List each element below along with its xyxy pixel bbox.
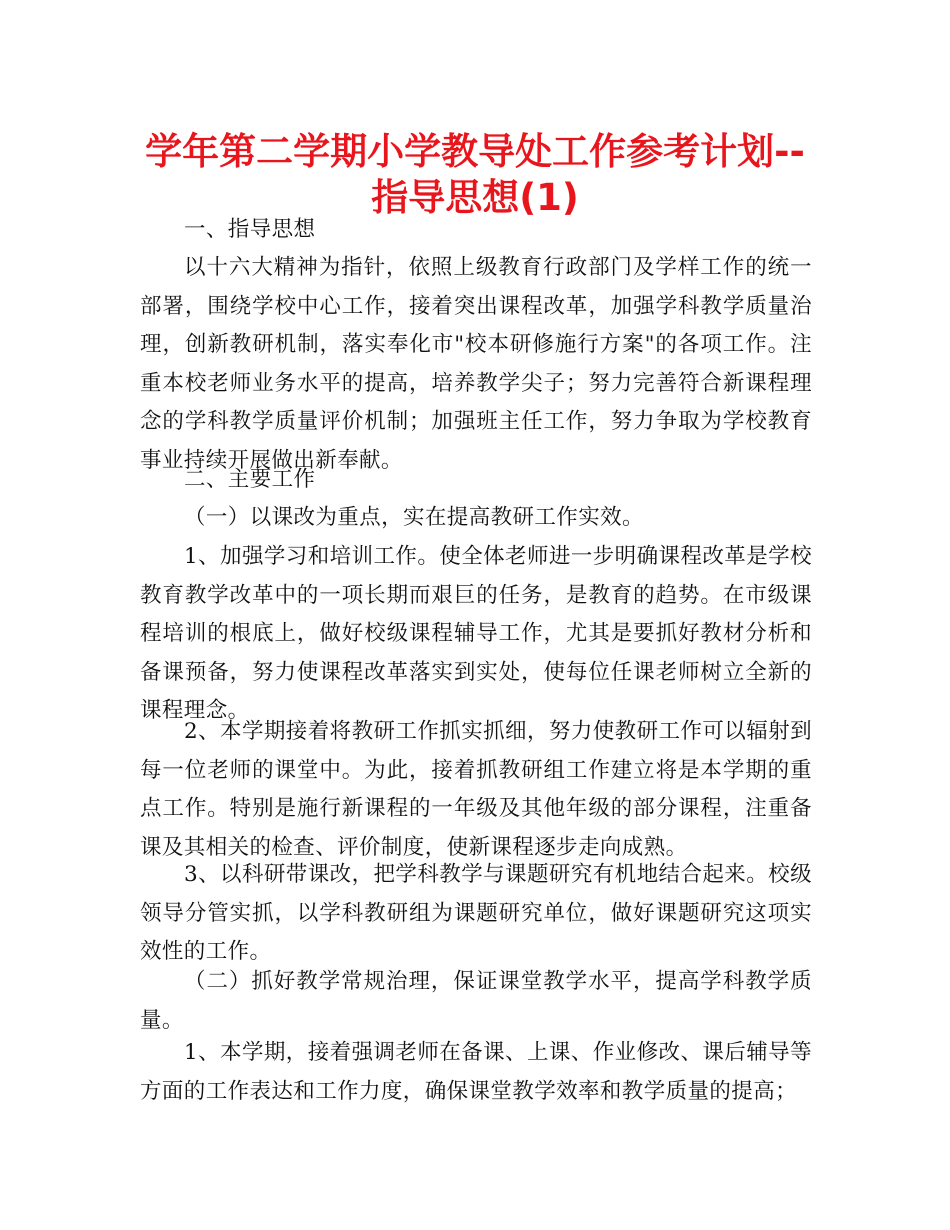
paragraph-guiding-thought: 以十六大精神为指针，依照上级教育行政部门及学样工作的统一部署，围绕学校中心工作，接着突出课程改革，加强学科教学质量治理，创新教研机制，落实奉化市"校本研修施行方案"的各项工作。注重本校老师业务水平的提高，培养教学尖子；努力完善符合新课程理念的学科教学质量评价机制；加强班主任工作，努力争取为学校教育事业持续开展做出新奉献。 [140,255,812,473]
section-heading-guiding-thought: 一、指导思想 [184,217,316,242]
paragraph-item-1-2: 2、本学期接着将教研工作抓实抓细，努力使教研工作可以辐射到每一位老师的课堂中。为此，接着抓教研组工作建立将是本学期的重点工作。特别是施行新课程的一年级及其他年级的部分课程，注重备课及其相关的检查、评价制度，使新课程逐步走向成熟。 [140,719,812,860]
document-title-line-2: 指导思想(1) [371,176,579,219]
document-title-line-1: 学年第二学期小学教导处工作参考计划-- [145,130,805,173]
subsection-heading-1: （一）以课改为重点，实在提高教研工作实效。 [184,505,644,530]
paragraph-item-1-3: 3、以科研带课改，把学科教学与课题研究有机地结合起来。校级领导分管实抓，以学科教研组为课题研究单位，做好课题研究这项实效性的工作。 [140,862,812,964]
section-heading-main-work: 二、主要工作 [184,467,316,492]
paragraph-item-2-1: 1、本学期，接着强调老师在备课、上课、作业修改、课后辅导等方面的工作表达和工作力度，确保课堂教学效率和教学质量的提高； [140,1040,812,1104]
subsection-heading-2: （二）抓好教学常规治理，保证课堂教学水平，提高学科教学质量。 [140,969,812,1033]
paragraph-item-1-1: 1、加强学习和培训工作。使全体老师进一步明确课程改革是学校教育教学改革中的一项长期而艰巨的任务，是教育的趋势。在市级课程培训的根底上，做好校级课程辅导工作，尤其是要抓好教材分析和备课预备，努力使课程改革落实到实处，使每位任课老师树立全新的课程理念。 [140,544,812,723]
